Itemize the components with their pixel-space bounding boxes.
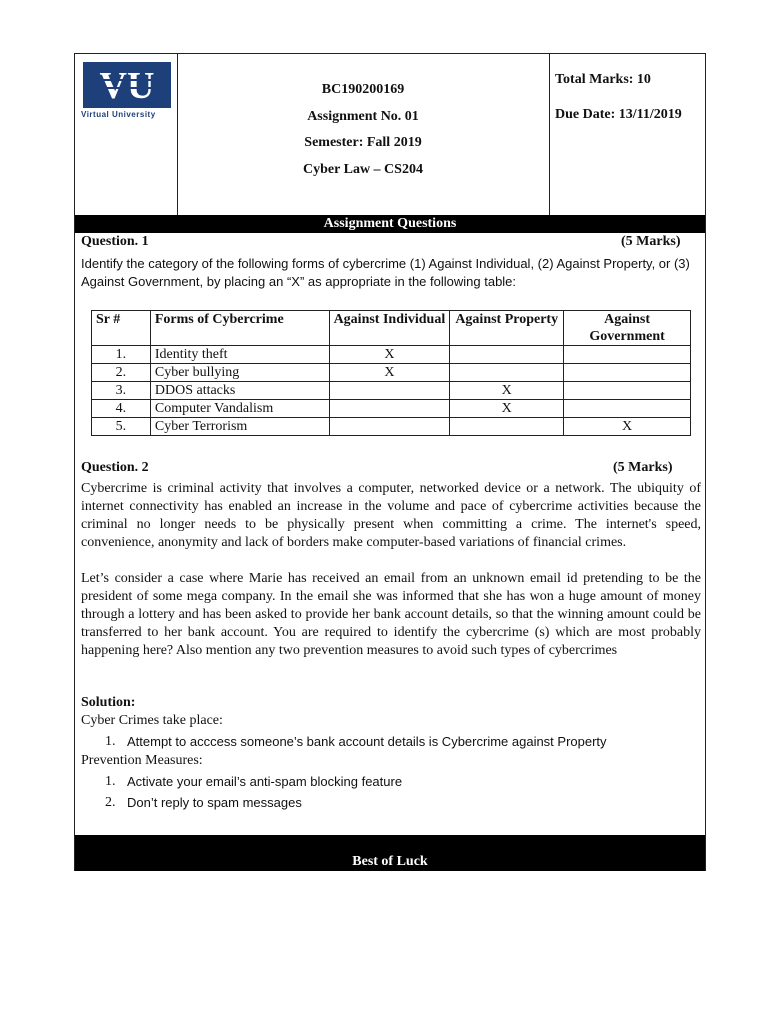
crimes-label: Cyber Crimes take place: bbox=[81, 713, 223, 728]
cell-property bbox=[450, 346, 564, 364]
question1-title: Question. 1 bbox=[81, 234, 149, 249]
vu-logo bbox=[83, 62, 171, 108]
cell-property bbox=[450, 418, 564, 436]
question2-marks: (5 Marks) bbox=[613, 460, 673, 475]
solution-title: Solution: bbox=[81, 695, 136, 710]
student-id: BC190200169 bbox=[321, 82, 405, 97]
table-row bbox=[92, 382, 691, 400]
logo-cell bbox=[75, 54, 178, 215]
crime-item-number: 1. bbox=[105, 734, 116, 749]
cell-sr: 5. bbox=[92, 418, 151, 436]
course: Cyber Law – CS204 bbox=[303, 162, 423, 177]
cell-form: Computer Vandalism bbox=[150, 400, 329, 418]
cell-sr: 3. bbox=[92, 382, 151, 400]
col-property: Against Property bbox=[450, 311, 564, 346]
prevention-item-number: 2. bbox=[105, 795, 116, 810]
cell-sr: 2. bbox=[92, 364, 151, 382]
question2-paragraph-1: Cybercrime is criminal activity that involves a computer, networked device or a network. The ubiquity of internet connectivity has enabled an increase in the volume and pace of cybercrime activities because the criminal no longer needs to be physically present when committing a crime. The internet's speed, convenience, anonymity and lack of borders make computer-based variations of financial crimes. bbox=[81, 481, 701, 550]
prevention-item-text: Activate your email’s anti-spam blocking feature bbox=[127, 774, 403, 789]
question2-title: Question. 2 bbox=[81, 460, 149, 475]
cell-government bbox=[564, 382, 691, 400]
table-row bbox=[92, 400, 691, 418]
col-sr: Sr # bbox=[92, 311, 151, 346]
logo-letters: VU bbox=[99, 65, 155, 107]
cell-individual bbox=[329, 382, 450, 400]
cell-sr: 1. bbox=[92, 346, 151, 364]
cell-property: X bbox=[450, 382, 564, 400]
footer-best-of-luck: Best of Luck bbox=[75, 835, 705, 871]
assignment-page bbox=[74, 53, 706, 871]
col-forms: Forms of Cybercrime bbox=[150, 311, 329, 346]
table-row bbox=[92, 418, 691, 436]
col-individual: Against Individual bbox=[329, 311, 450, 346]
cybercrime-table bbox=[91, 310, 691, 436]
cell-government bbox=[564, 364, 691, 382]
cell-property: X bbox=[450, 400, 564, 418]
question1-prompt: Identify the category of the following forms of cybercrime (1) Against Individual, (2) Against Property, or (3) Against Government, by placing an “X” as appropriate in the following table: bbox=[81, 256, 690, 289]
crime-item-text: Attempt to acccess someone’s bank account details is Cybercrime against Property bbox=[127, 734, 607, 749]
cell-form: DDOS attacks bbox=[150, 382, 329, 400]
table-header-row bbox=[92, 311, 691, 346]
header-table bbox=[75, 54, 705, 215]
prevention-item-number: 1. bbox=[105, 774, 116, 789]
cell-sr: 4. bbox=[92, 400, 151, 418]
prevention-label: Prevention Measures: bbox=[81, 753, 203, 768]
question1-marks: (5 Marks) bbox=[621, 234, 681, 249]
table-row bbox=[92, 346, 691, 364]
cell-government bbox=[564, 346, 691, 364]
header-info-cell bbox=[177, 54, 550, 215]
total-marks: Total Marks: 10 bbox=[555, 72, 651, 87]
cell-property bbox=[450, 364, 564, 382]
cell-individual: X bbox=[329, 364, 450, 382]
section-title: Assignment Questions bbox=[75, 215, 705, 233]
cell-government: X bbox=[564, 418, 691, 436]
cell-individual bbox=[329, 418, 450, 436]
col-government: Against Government bbox=[564, 311, 691, 346]
assignment-number: Assignment No. 01 bbox=[307, 109, 419, 124]
cell-form: Cyber bullying bbox=[150, 364, 329, 382]
table-row bbox=[92, 364, 691, 382]
cell-government bbox=[564, 400, 691, 418]
vu-logo-mark bbox=[83, 62, 171, 108]
cell-form: Cyber Terrorism bbox=[150, 418, 329, 436]
question2-paragraph-2: Let’s consider a case where Marie has received an email from an unknown email id pretending to be the president of some mega company. In the email she was informed that she has won a huge amount of money through a lottery and has been asked to provide her bank account details, so that the winning amount could be transferred to her bank account. You are required to identify the cybercrime (s) which are most probably happening here? Also mention any two prevention measures to avoid such types of cybercrimes bbox=[81, 571, 701, 658]
header-marks-cell bbox=[549, 54, 705, 215]
cell-form: Identity theft bbox=[150, 346, 329, 364]
cell-individual bbox=[329, 400, 450, 418]
due-date: Due Date: 13/11/2019 bbox=[555, 107, 682, 122]
semester: Semester: Fall 2019 bbox=[304, 135, 422, 150]
prevention-item-text: Don’t reply to spam messages bbox=[127, 795, 302, 810]
logo-caption: Virtual University bbox=[81, 110, 156, 119]
cell-individual: X bbox=[329, 346, 450, 364]
